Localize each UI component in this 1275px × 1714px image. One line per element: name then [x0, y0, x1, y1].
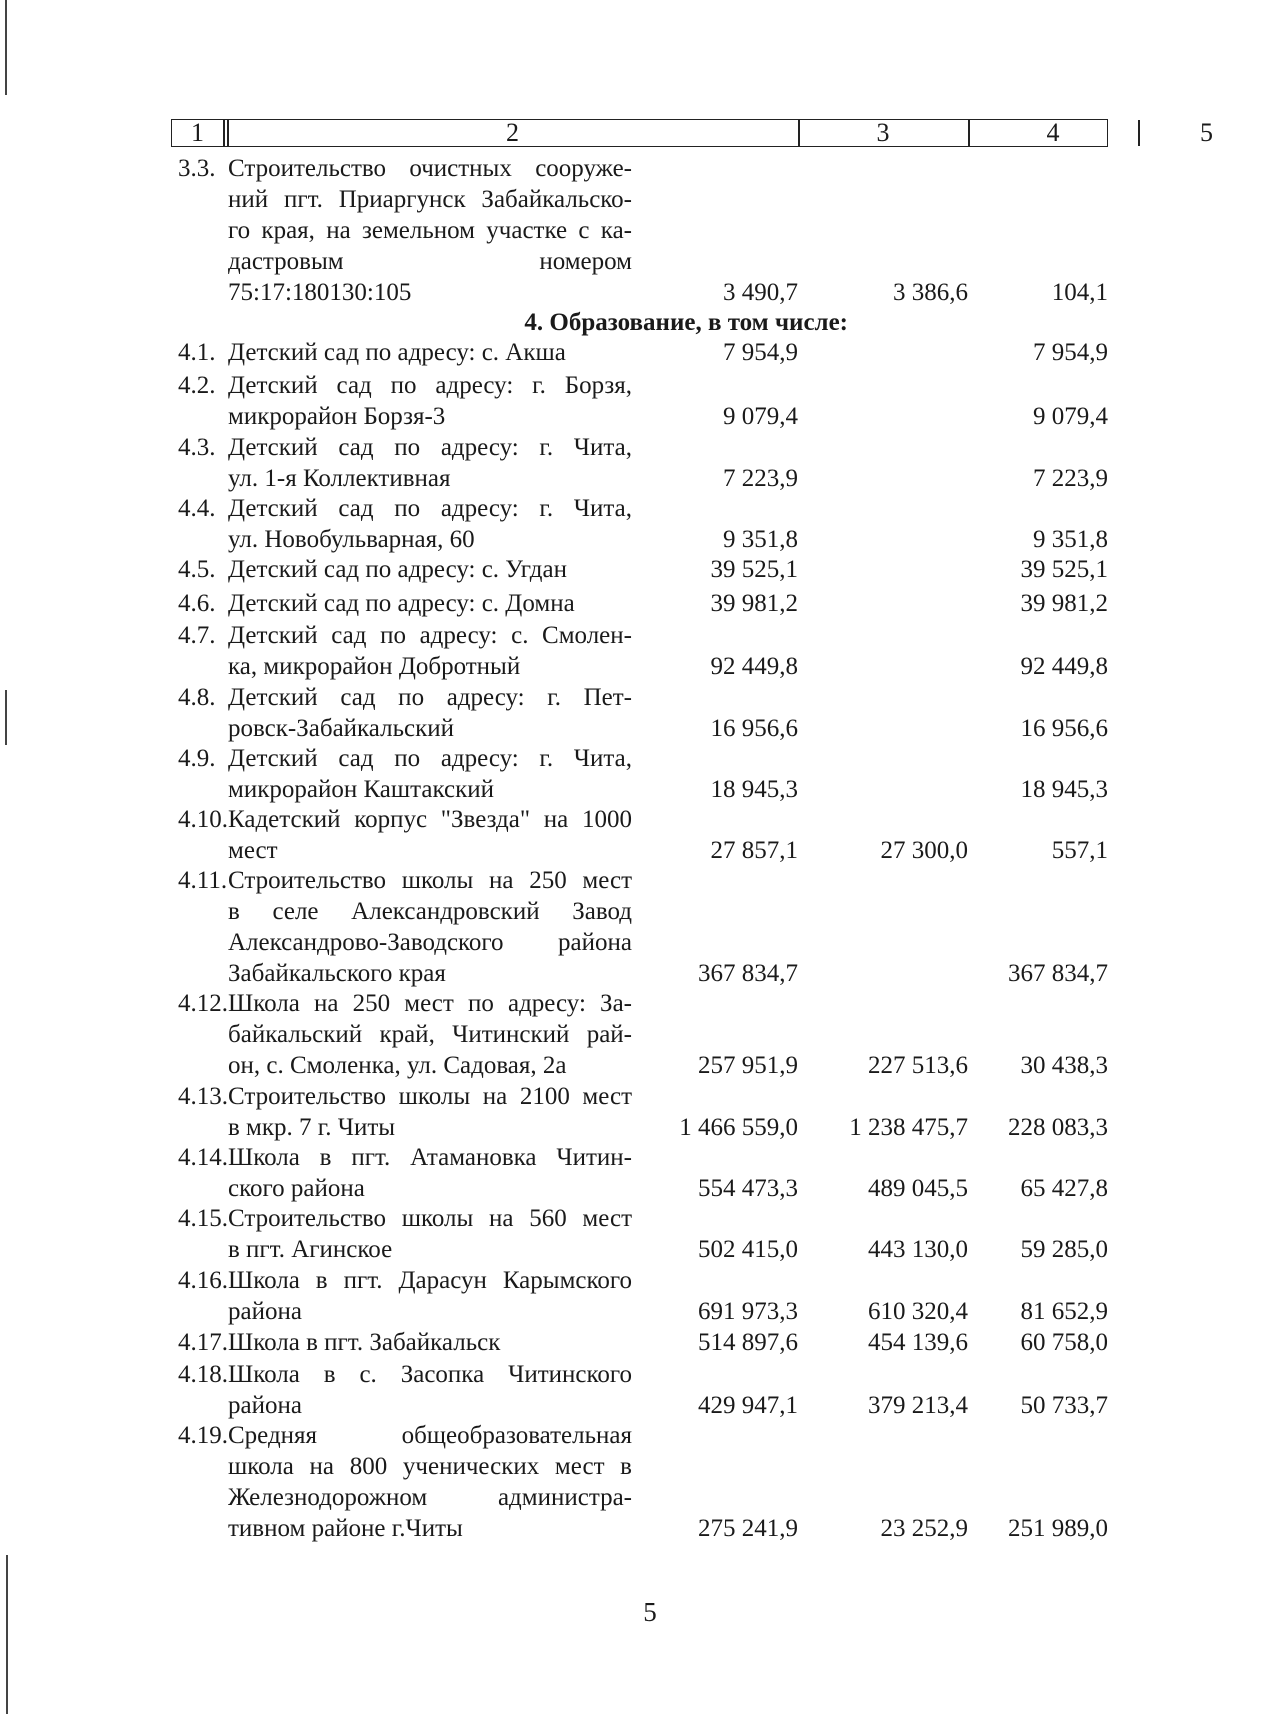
value-col-4: 610 320,4	[868, 1298, 968, 1325]
value-col-3: 554 473,3	[698, 1175, 798, 1202]
row-description-line: Детский сад по адресу: г. Борзя,	[228, 372, 632, 399]
row-description-line: Средняя общеобразовательная	[228, 1422, 632, 1449]
row-number: 4.12.	[178, 990, 228, 1017]
row-number: 4.13.	[178, 1083, 228, 1110]
value-col-3: 92 449,8	[710, 653, 798, 680]
value-col-5: 60 758,0	[1020, 1329, 1108, 1356]
row-description-line: Александрово-Заводского района	[228, 929, 632, 956]
row-description-line: Школа в с. Засопка Читинского	[228, 1361, 632, 1388]
row-description-line: ул. Новобульварная, 60	[228, 526, 475, 553]
row-description-line: Детский сад по адресу: г. Чита,	[228, 745, 632, 772]
value-col-5: 251 989,0	[1008, 1515, 1108, 1542]
row-description-line: Школа в пгт. Дарасун Карымского	[228, 1267, 632, 1294]
column-divider	[223, 120, 225, 146]
value-col-3: 514 897,6	[698, 1329, 798, 1356]
row-description-line: микрорайон Борзя-3	[228, 403, 446, 430]
row-description-line: Строительство школы на 250 мест	[228, 867, 632, 894]
value-col-3: 39 525,1	[710, 556, 798, 583]
row-number: 4.8.	[178, 684, 216, 711]
row-number: 4.6.	[178, 590, 216, 617]
header-cell: 2	[506, 118, 519, 147]
row-description-line: Железнодорожном администра-	[228, 1484, 632, 1511]
row-description-line: ровск-Забайкальский	[228, 715, 455, 742]
row-description-line: района	[228, 1392, 302, 1419]
value-col-4: 489 045,5	[868, 1175, 968, 1202]
row-description-line: Строительство школы на 2100 мест	[228, 1083, 632, 1110]
row-description-line: го края, на земельном участке с ка-	[228, 217, 632, 244]
value-col-3: 691 973,3	[698, 1298, 798, 1325]
row-description-line: ка, микрорайон Добротный	[228, 653, 521, 680]
value-col-5: 59 285,0	[1020, 1236, 1108, 1263]
value-col-5: 30 438,3	[1020, 1052, 1108, 1079]
row-description-line: Детский сад по адресу: г. Пет-	[228, 684, 632, 711]
value-col-4: 27 300,0	[880, 837, 968, 864]
row-description-line: дастровым номером	[228, 248, 632, 275]
value-col-5: 81 652,9	[1020, 1298, 1108, 1325]
value-col-3: 502 415,0	[698, 1236, 798, 1263]
row-number: 4.3.	[178, 434, 216, 461]
value-col-5: 7 223,9	[1033, 465, 1108, 492]
value-col-5: 65 427,8	[1020, 1175, 1108, 1202]
row-description-line: в мкр. 7 г. Читы	[228, 1114, 396, 1141]
value-col-5: 39 981,2	[1020, 590, 1108, 617]
value-col-3: 429 947,1	[698, 1392, 798, 1419]
value-col-3: 3 490,7	[723, 279, 798, 306]
value-col-5: 557,1	[1051, 837, 1108, 864]
row-number: 4.16.	[178, 1267, 228, 1294]
value-col-4: 379 213,4	[868, 1392, 968, 1419]
row-description-line: 75:17:180130:105	[228, 279, 412, 306]
header-cell: 3	[876, 118, 890, 147]
row-number: 4.10.	[178, 806, 228, 833]
row-number: 4.17.	[178, 1329, 228, 1356]
row-number: 4.11.	[178, 867, 228, 894]
row-description-line: ского района	[228, 1175, 365, 1202]
row-number: 3.3.	[178, 155, 216, 182]
value-col-5: 104,1	[1051, 279, 1108, 306]
row-description-line: в пгт. Агинское	[228, 1236, 393, 1263]
value-col-5: 39 525,1	[1020, 556, 1108, 583]
row-number: 4.5.	[178, 556, 216, 583]
value-col-3: 7 223,9	[723, 465, 798, 492]
value-col-3: 18 945,3	[710, 776, 798, 803]
row-description-line: ул. 1-я Коллективная	[228, 465, 451, 492]
value-col-5: 92 449,8	[1020, 653, 1108, 680]
row-number: 4.7.	[178, 622, 216, 649]
row-description-line: Забайкальского края	[228, 960, 446, 987]
row-description-line: школа на 800 ученических мест в	[228, 1453, 632, 1480]
row-description-line: байкальский край, Читинский рай-	[228, 1021, 632, 1048]
header-cell: 1	[191, 118, 204, 147]
value-col-5: 9 351,8	[1033, 526, 1108, 553]
row-description-line: Школа в пгт. Забайкальск	[228, 1329, 501, 1356]
value-col-5: 228 083,3	[1008, 1114, 1108, 1141]
scan-edge-line	[6, 1555, 8, 1714]
section-heading: 4. Образование, в том числе:	[524, 309, 848, 336]
row-description-line: Детский сад по адресу: с. Угдан	[228, 556, 568, 583]
value-col-5: 367 834,7	[1008, 960, 1108, 987]
row-number: 4.19.	[178, 1422, 228, 1449]
table-header	[171, 118, 1213, 147]
value-col-3: 367 834,7	[698, 960, 798, 987]
scan-edge-line	[5, 690, 7, 745]
page-number: 5	[643, 1597, 657, 1627]
value-col-3: 7 954,9	[723, 339, 798, 366]
row-description-line: в селе Александровский Завод	[228, 898, 632, 925]
row-number: 4.18.	[178, 1361, 228, 1388]
value-col-3: 16 956,6	[710, 715, 798, 742]
row-number: 4.2.	[178, 372, 216, 399]
value-col-5: 18 945,3	[1020, 776, 1108, 803]
value-col-5: 50 733,7	[1020, 1392, 1108, 1419]
row-description-line: ний пгт. Приаргунск Забайкальско-	[228, 186, 632, 213]
row-description-line: Детский сад по адресу: г. Чита,	[228, 434, 632, 461]
row-number: 4.1.	[178, 339, 216, 366]
row-description-line: тивном районе г.Читы	[228, 1515, 463, 1542]
value-col-3: 9 079,4	[723, 403, 798, 430]
row-description-line: микрорайон Каштакский	[228, 776, 494, 803]
row-description-line: мест	[228, 837, 278, 864]
row-description-line: Школа на 250 мест по адресу: За-	[228, 990, 632, 1017]
row-description-line: Школа в пгт. Атамановка Читин-	[228, 1144, 632, 1171]
row-number: 4.4.	[178, 495, 216, 522]
value-col-3: 1 466 559,0	[679, 1114, 798, 1141]
value-col-3: 275 241,9	[698, 1515, 798, 1542]
row-description-line: Детский сад по адресу: с. Смолен-	[228, 622, 632, 649]
value-col-4: 1 238 475,7	[849, 1114, 968, 1141]
row-description-line: Строительство школы на 560 мест	[228, 1205, 632, 1232]
scan-edge-line	[5, 0, 7, 95]
value-col-3: 27 857,1	[710, 837, 798, 864]
value-col-4: 23 252,9	[880, 1515, 968, 1542]
value-col-4: 3 386,6	[893, 279, 968, 306]
value-col-4: 227 513,6	[868, 1052, 968, 1079]
value-col-5: 7 954,9	[1033, 339, 1108, 366]
value-col-4: 443 130,0	[868, 1236, 968, 1263]
row-number: 4.9.	[178, 745, 216, 772]
row-description-line: Детский сад по адресу: г. Чита,	[228, 495, 632, 522]
row-description-line: Строительство очистных сооруже-	[228, 155, 632, 182]
value-col-5: 16 956,6	[1020, 715, 1108, 742]
value-col-5: 9 079,4	[1033, 403, 1108, 430]
value-col-3: 9 351,8	[723, 526, 798, 553]
header-cell: 4	[1046, 118, 1060, 147]
value-col-3: 39 981,2	[710, 590, 798, 617]
value-col-4: 454 139,6	[868, 1329, 968, 1356]
row-description-line: Детский сад по адресу: с. Акша	[228, 339, 566, 366]
value-col-3: 257 951,9	[698, 1052, 798, 1079]
row-description-line: он, с. Смоленка, ул. Садовая, 2а	[228, 1052, 567, 1079]
header-cell: 5	[1200, 118, 1213, 147]
row-description-line: района	[228, 1298, 302, 1325]
row-number: 4.14.	[178, 1144, 228, 1171]
row-description-line: Детский сад по адресу: с. Домна	[228, 590, 575, 617]
row-number: 4.15.	[178, 1205, 228, 1232]
row-description-line: Кадетский корпус "Звезда" на 1000	[228, 806, 632, 833]
